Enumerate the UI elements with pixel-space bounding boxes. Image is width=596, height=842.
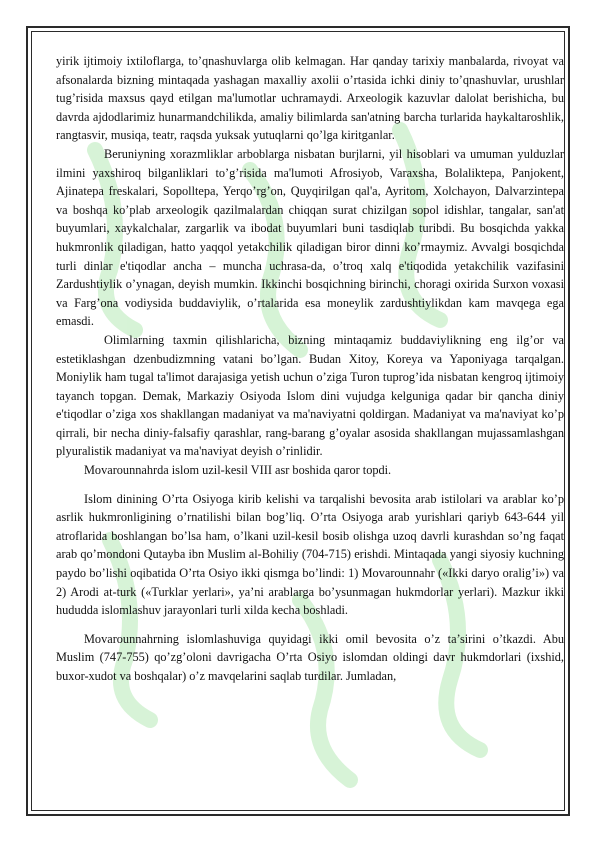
paragraph-4: Movarounnahrda islom uzil-kesil VIII asr boshida qaror topdi.: [84, 463, 392, 478]
document-body: [56, 52, 564, 686]
paragraph-2: Beruniyning xorazmliklar arboblarga nisbatan burjlarni, yil hisoblari va umuman yulduzlar ilmini yaxshiroq bilganliklari to’g’risida ma'lumoti Afrosiyob, Varaxsha, Bolaliktepa, Panjokent, Ajinatepa freskalari, Sopolltepa, Yerqo’rg’on, Quyqirilgan qal'a, Ayritom, Xolchayon, Dalvarzintepa va boshqa ko’plab arxeologik qazilmalardan chiqqan surat chizilgan sopol idishlar, tangalar, san'at buyumlari, xaykalchalar, zargarlik va ibodat buyumlari buni tasdiqlab turibdi. Bu bosqichda yakka hukmronlik qiladigan, hatto yaqqol yetakchilik qiladigan biror dinni ko’rmaymiz. Avvalgi bosqichda turli dinlar e'tiqodlar ancha – muncha uchrasa-da, o’troq xalq e'tiqodida yetakchilik vazifasini Zardushtiylik o’ynagan, deyish mumkin. Ikkinchi bosqichning birinchi, choragi oxirida Surxon voxasi va Farg’ona vodiysida buddaviylik, o’rtalarida esa moneylik zardushtiylikdan kam mavqega ega emasdi.: [56, 146, 564, 329]
paragraph-1: yirik ijtimoiy ixtiloflarga, to’qnashuvlarga olib kelmagan. Har qanday tarixiy manbalarda, rivoyat va afsonalarda bizning mintaqada yashagan maxalliy axolii o’rtasida ichki diniy to’qnashuvlar, urushlar tug’risida maxsus qayd etilgan ma'lumotlar uchramaydi. Arxeologik kazuvlar dalolat berishicha, bu davrda ajdodlarimiz hunarmandchilikda, amaliy bilimlarda san'atning barcha turlarida haykaltaroshlik, rangtasvir, musiqa, teatr, raqsda yuksak yutuqlarni qo’lga kiritganlar.: [56, 54, 564, 143]
paragraph-6: Movarounnahrning islomlashuviga quyidagi ikki omil bevosita o’z ta’sirini o’tkazdi. Abu Muslim (747-755) qo’zg’oloni davrigacha O’rta Osiyo islomdan oldingi davr hukmdorlari (ixshid, buxor-xudot va boshqalar) o’z mavqelarini saqlab turdilar. Jumladan,: [56, 631, 564, 683]
paragraph-3: Olimlarning taxmin qilishlaricha, bizning mintaqamiz buddaviylikning eng ilg’or va estetiklashgan dzenbudizmning vatani bo’lgan. Budan Xitoy, Koreya va Yaponiyaga tarqalgan. Moniylik ham tugal ta'limot darajasiga yetish uchun o’ziga Turon tuprog’ida nisbatan kengroq ijtimoiy tayanch topgan. Demak, Markaziy Osiyoda Islom dini vujudga kelguniga qadar bir qancha diniy e'tiqodlar o’ziga xos shakllangan madaniyat va ma'naviyatni qoldirgan. Madaniyat va ma'naviyat ko’p qirrali, bir necha diniy-falsafiy qarashlar, rang-barang g’oyalar asosida shakllangan mujassamlashgan plyuralistik madaniyat va ma'naviyat deyish o’rinlidir.: [56, 332, 564, 459]
paragraph-5: Islom dinining O’rta Osiyoga kirib kelishi va tarqalishi bevosita arab istilolari va arablar ko’p asrlik hukmronligining o’rnatilishi bilan bog’liq. O’rta Osiyoga arab yurishlari qariyb 643-644 yil atroflarida boshlangan bo’lsa ham, o’lkani uzil-kesil bosib olishga uzoq davrli kurashdan so’ng faqat arab qo’mondoni Qutayba ibn Muslim al-Bohiliy (704-715) erishdi. Mintaqada yangi siyosiy kuchning paydo bo’lishi oqibatida O’rta Osiyo ikki qismga bo’lindi: 1) Movarounnahr («Ikki daryo oralig’i») va 2) Arodi at-turk («Turklar yerlari», ya’ni arablarga bo’ysunmagan hukmdorlar yerlari). Mazkur ikki hududda islomlashuv jarayonlari turli xilda kecha boshladi.: [56, 491, 564, 618]
